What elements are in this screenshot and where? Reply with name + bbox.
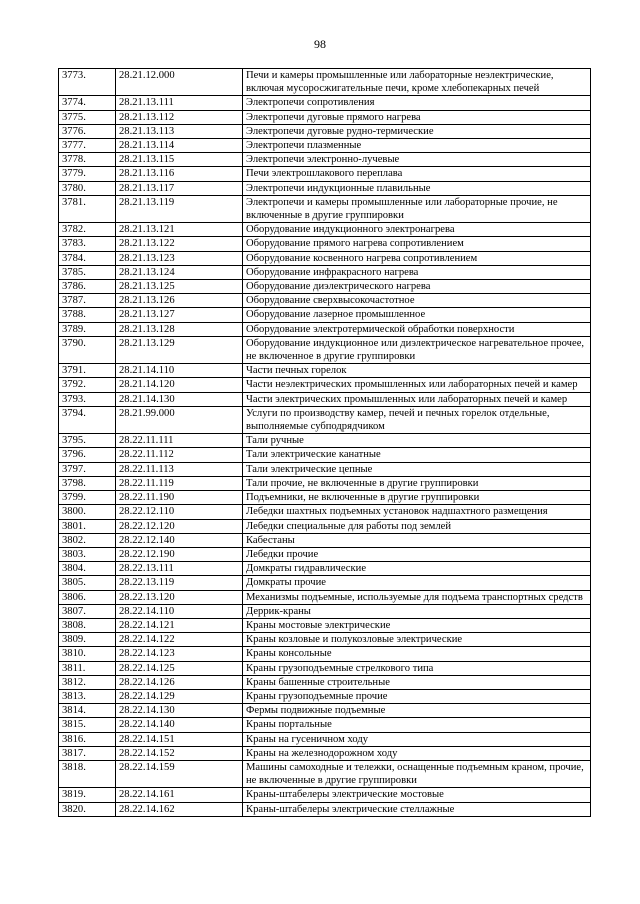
table-row [59,505,591,519]
row-number: 3779. [59,167,116,181]
item-description: Оборудование индукционного электронагрева [243,223,591,237]
classification-table [58,68,591,817]
row-number: 3803. [59,547,116,561]
item-description: Электропечи дуговые прямого нагрева [243,110,591,124]
item-description: Домкраты гидравлические [243,562,591,576]
okpd-code: 28.21.13.116 [116,167,243,181]
table-row [59,406,591,433]
table-row [59,633,591,647]
item-description: Печи и камеры промышленные или лабораторные неэлектрические, включая мусоросжигательные печи, кроме хлебопекарных печей [243,69,591,96]
item-description: Лебедки прочие [243,547,591,561]
row-number: 3801. [59,519,116,533]
table-row [59,195,591,222]
page-number: 98 [314,37,326,51]
item-description: Краны башенные строительные [243,675,591,689]
row-number: 3789. [59,322,116,336]
row-number: 3816. [59,732,116,746]
table-row [59,392,591,406]
row-number: 3788. [59,308,116,322]
item-description: Тали ручные [243,434,591,448]
item-description: Краны козловые и полукозловые электрические [243,633,591,647]
row-number: 3786. [59,280,116,294]
item-description: Краны грузоподъемные стрелкового типа [243,661,591,675]
row-number: 3774. [59,96,116,110]
table-row [59,462,591,476]
okpd-code: 28.21.13.126 [116,294,243,308]
okpd-code: 28.21.13.123 [116,251,243,265]
table-row [59,547,591,561]
table-row [59,647,591,661]
item-description: Краны на железнодорожном ходу [243,746,591,760]
item-description: Оборудование прямого нагрева сопротивлением [243,237,591,251]
okpd-code: 28.21.13.113 [116,124,243,138]
item-description: Оборудование индукционное или диэлектрическое нагревательное прочее, не включенное в другие группировки [243,336,591,363]
table-row [59,448,591,462]
table-row [59,618,591,632]
table-body [59,69,591,817]
table-row [59,308,591,322]
item-description: Краны на гусеничном ходу [243,732,591,746]
okpd-code: 28.21.13.121 [116,223,243,237]
table-row [59,802,591,816]
row-number: 3778. [59,153,116,167]
table-row [59,336,591,363]
row-number: 3819. [59,788,116,802]
okpd-code: 28.21.12.000 [116,69,243,96]
table-row [59,533,591,547]
okpd-code: 28.22.11.119 [116,476,243,490]
okpd-code: 28.21.13.129 [116,336,243,363]
table-row [59,562,591,576]
row-number: 3782. [59,223,116,237]
row-number: 3804. [59,562,116,576]
row-number: 3806. [59,590,116,604]
item-description: Части печных горелок [243,364,591,378]
table-row [59,251,591,265]
okpd-code: 28.21.13.111 [116,96,243,110]
table-row [59,788,591,802]
item-description: Механизмы подъемные, используемые для подъема транспортных средств [243,590,591,604]
item-description: Части неэлектрических промышленных или лабораторных печей и камер [243,378,591,392]
row-number: 3777. [59,139,116,153]
item-description: Оборудование инфракрасного нагрева [243,265,591,279]
okpd-code: 28.22.13.111 [116,562,243,576]
item-description: Электропечи и камеры промышленные или лабораторные прочие, не включенные в другие группировки [243,195,591,222]
okpd-code: 28.21.13.122 [116,237,243,251]
row-number: 3785. [59,265,116,279]
row-number: 3809. [59,633,116,647]
row-number: 3814. [59,704,116,718]
okpd-code: 28.21.14.120 [116,378,243,392]
item-description: Оборудование косвенного нагрева сопротивлением [243,251,591,265]
table-row [59,689,591,703]
okpd-code: 28.22.11.111 [116,434,243,448]
table-row [59,280,591,294]
row-number: 3792. [59,378,116,392]
table-row [59,476,591,490]
table-row [59,110,591,124]
okpd-code: 28.21.13.127 [116,308,243,322]
table-row [59,604,591,618]
row-number: 3787. [59,294,116,308]
okpd-code: 28.22.12.120 [116,519,243,533]
row-number: 3793. [59,392,116,406]
table-row [59,704,591,718]
item-description: Фермы подвижные подъемные [243,704,591,718]
item-description: Печи электрошлакового переплава [243,167,591,181]
item-description: Кабестаны [243,533,591,547]
row-number: 3820. [59,802,116,816]
item-description: Оборудование сверхвысокочастотное [243,294,591,308]
row-number: 3781. [59,195,116,222]
item-description: Краны-штабелеры электрические стеллажные [243,802,591,816]
item-description: Электропечи дуговые рудно-термические [243,124,591,138]
okpd-code: 28.21.13.114 [116,139,243,153]
row-number: 3796. [59,448,116,462]
okpd-code: 28.22.14.123 [116,647,243,661]
okpd-code: 28.22.11.190 [116,491,243,505]
okpd-code: 28.22.14.129 [116,689,243,703]
okpd-code: 28.22.11.113 [116,462,243,476]
okpd-code: 28.21.13.112 [116,110,243,124]
okpd-code: 28.21.13.117 [116,181,243,195]
okpd-code: 28.21.13.119 [116,195,243,222]
table-row [59,718,591,732]
item-description: Услуги по производству камер, печей и печных горелок отдельные, выполняемые субподрядчиком [243,406,591,433]
row-number: 3813. [59,689,116,703]
row-number: 3795. [59,434,116,448]
table-row [59,181,591,195]
row-number: 3797. [59,462,116,476]
item-description: Тали прочие, не включенные в другие группировки [243,476,591,490]
table-row [59,434,591,448]
table-row [59,223,591,237]
table-row [59,675,591,689]
row-number: 3815. [59,718,116,732]
item-description: Электропечи индукционные плавильные [243,181,591,195]
table-row [59,746,591,760]
okpd-code: 28.22.11.112 [116,448,243,462]
okpd-code: 28.21.99.000 [116,406,243,433]
item-description: Машины самоходные и тележки, оснащенные подъемным краном, прочие, не включенные в другие группировки [243,760,591,787]
table-row [59,590,591,604]
okpd-code: 28.21.14.110 [116,364,243,378]
row-number: 3784. [59,251,116,265]
okpd-code: 28.22.12.140 [116,533,243,547]
table-row [59,69,591,96]
item-description: Части электрических промышленных или лабораторных печей и камер [243,392,591,406]
row-number: 3800. [59,505,116,519]
table-row [59,732,591,746]
item-description: Тали электрические цепные [243,462,591,476]
okpd-code: 28.21.14.130 [116,392,243,406]
table-row [59,294,591,308]
table-row [59,519,591,533]
item-description: Краны грузоподъемные прочие [243,689,591,703]
table-row [59,139,591,153]
okpd-code: 28.22.14.130 [116,704,243,718]
okpd-code: 28.22.14.152 [116,746,243,760]
table-row [59,491,591,505]
item-description: Домкраты прочие [243,576,591,590]
row-number: 3794. [59,406,116,433]
row-number: 3810. [59,647,116,661]
item-description: Краны консольные [243,647,591,661]
item-description: Электропечи сопротивления [243,96,591,110]
row-number: 3791. [59,364,116,378]
row-number: 3807. [59,604,116,618]
okpd-code: 28.22.12.190 [116,547,243,561]
item-description: Оборудование диэлектрического нагрева [243,280,591,294]
table-row [59,265,591,279]
row-number: 3812. [59,675,116,689]
table-row [59,760,591,787]
okpd-code: 28.22.14.121 [116,618,243,632]
row-number: 3818. [59,760,116,787]
table-row [59,661,591,675]
item-description: Электропечи плазменные [243,139,591,153]
okpd-code: 28.21.13.128 [116,322,243,336]
row-number: 3775. [59,110,116,124]
row-number: 3805. [59,576,116,590]
okpd-code: 28.22.12.110 [116,505,243,519]
row-number: 3808. [59,618,116,632]
okpd-code: 28.21.13.125 [116,280,243,294]
item-description: Электропечи электронно-лучевые [243,153,591,167]
item-description: Оборудование электротермической обработки поверхности [243,322,591,336]
row-number: 3811. [59,661,116,675]
item-description: Краны портальные [243,718,591,732]
row-number: 3780. [59,181,116,195]
item-description: Деррик-краны [243,604,591,618]
item-description: Лебедки специальные для работы под землей [243,519,591,533]
table-row [59,322,591,336]
table-row [59,378,591,392]
row-number: 3798. [59,476,116,490]
table-row [59,153,591,167]
row-number: 3783. [59,237,116,251]
item-description: Краны мостовые электрические [243,618,591,632]
table-row [59,576,591,590]
okpd-code: 28.22.14.125 [116,661,243,675]
okpd-code: 28.22.14.110 [116,604,243,618]
item-description: Лебедки шахтных подъемных установок надшахтного размещения [243,505,591,519]
item-description: Оборудование лазерное промышленное [243,308,591,322]
table-row [59,237,591,251]
okpd-code: 28.22.13.119 [116,576,243,590]
table-row [59,364,591,378]
item-description: Краны-штабелеры электрические мостовые [243,788,591,802]
okpd-code: 28.22.14.151 [116,732,243,746]
row-number: 3817. [59,746,116,760]
row-number: 3799. [59,491,116,505]
table-row [59,167,591,181]
row-number: 3773. [59,69,116,96]
row-number: 3790. [59,336,116,363]
okpd-code: 28.22.13.120 [116,590,243,604]
item-description: Подъемники, не включенные в другие группировки [243,491,591,505]
okpd-code: 28.22.14.126 [116,675,243,689]
row-number: 3802. [59,533,116,547]
item-description: Тали электрические канатные [243,448,591,462]
okpd-code: 28.22.14.140 [116,718,243,732]
okpd-code: 28.21.13.115 [116,153,243,167]
table-row [59,96,591,110]
okpd-code: 28.21.13.124 [116,265,243,279]
row-number: 3776. [59,124,116,138]
okpd-code: 28.22.14.122 [116,633,243,647]
okpd-code: 28.22.14.161 [116,788,243,802]
table-row [59,124,591,138]
okpd-code: 28.22.14.159 [116,760,243,787]
okpd-code: 28.22.14.162 [116,802,243,816]
